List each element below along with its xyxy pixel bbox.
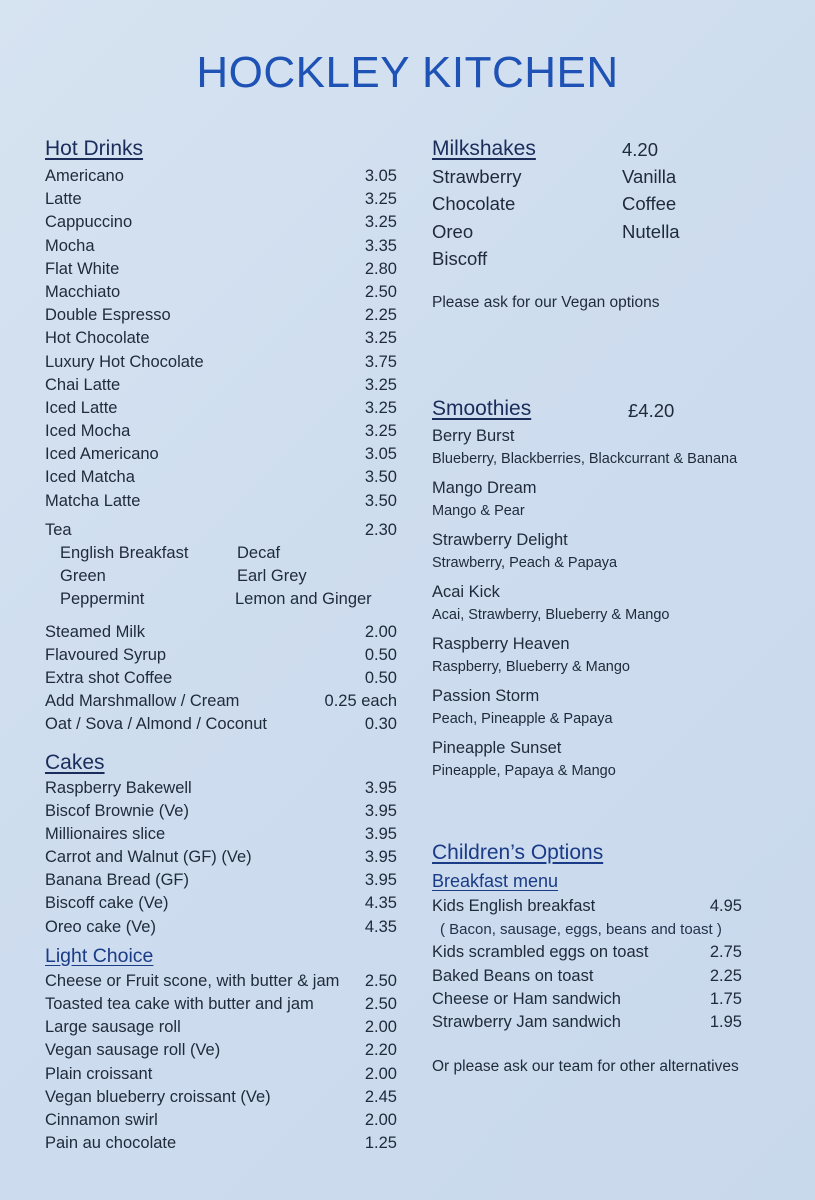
kids-item	[432, 895, 742, 918]
hot-drink-item	[45, 420, 397, 443]
smoothie-item	[432, 529, 752, 574]
smoothie-ingredients: Strawberry, Peach & Papaya	[432, 555, 618, 571]
milkshake-flavour: Vanilla	[622, 166, 677, 187]
hot-drink-item	[45, 188, 397, 211]
hot-drink-item-price: 3.50	[364, 468, 397, 487]
hot-drink-item-price: 3.25	[364, 422, 397, 441]
kids-item-name: Kids English breakfast	[432, 897, 596, 915]
smoothie-ingredients: Mango & Pear	[432, 503, 525, 519]
smoothie-list	[432, 425, 752, 782]
kids-item-price: 4.95	[709, 897, 742, 915]
hot-drink-item-name: Flat White	[45, 259, 120, 278]
kids-item-name: ( Bacon, sausage, eggs, beans and toast )	[440, 921, 722, 939]
hot-drink-item	[45, 327, 397, 350]
light-choice-item-price: 2.45	[364, 1087, 397, 1106]
cake-item-price: 3.95	[364, 801, 397, 820]
hot-drink-item-price: 3.25	[364, 398, 397, 417]
smoothie-name: Acai Kick	[432, 583, 500, 601]
hot-drink-item-name: Double Espresso	[45, 306, 171, 325]
light-choice-item-price: 2.50	[364, 971, 397, 990]
kids-item-price: 2.75	[709, 943, 742, 962]
tea-price: 2.30	[364, 520, 397, 539]
tea-row	[45, 519, 397, 542]
cake-item-price: 3.95	[364, 871, 397, 890]
cake-item	[45, 823, 397, 846]
cake-item	[45, 892, 397, 915]
extra-item	[45, 713, 397, 736]
milkshake-flavour: Chocolate	[432, 193, 516, 215]
hot-drink-item-name: Iced Mocha	[45, 422, 131, 441]
hot-drink-item-name: Chai Latte	[45, 375, 121, 394]
hot-drink-item	[45, 351, 397, 374]
cake-item-price: 4.35	[364, 894, 397, 913]
smoothie-item	[432, 685, 752, 730]
light-choice-item-name: Vegan blueberry croissant (Ve)	[45, 1087, 271, 1106]
light-choice-heading: Light Choice	[45, 944, 154, 967]
light-choice-item-price: 2.00	[364, 1018, 397, 1037]
kids-item-price: 1.75	[709, 989, 742, 1008]
extra-item	[45, 621, 397, 644]
cakes-list	[45, 777, 397, 939]
hot-drink-item-name: Cappuccino	[45, 213, 133, 232]
hot-drink-item-price: 2.50	[364, 282, 397, 301]
menu-title: HOCKLEY KITCHEN	[196, 48, 619, 97]
light-choice-item	[45, 1109, 397, 1132]
light-choice-item-name: Plain croissant	[45, 1064, 153, 1083]
kids-item-price: 1.95	[709, 1012, 742, 1031]
hot-drink-item-name: Latte	[45, 190, 82, 209]
smoothie-item	[432, 633, 752, 678]
tea-label: Tea	[45, 520, 72, 539]
kids-item-name: Strawberry Jam sandwich	[432, 1012, 621, 1031]
hot-drink-item	[45, 397, 397, 420]
hot-drink-item-price: 2.80	[364, 259, 397, 278]
tea-varieties	[45, 542, 397, 612]
tea-variety: Green	[60, 567, 106, 586]
kids-item-name: Kids scrambled eggs on toast	[432, 943, 649, 962]
smoothies-price: £4.20	[628, 400, 675, 421]
milkshake-flavour: Oreo	[432, 220, 474, 242]
hot-drinks-heading: Hot Drinks	[45, 137, 144, 160]
smoothie-ingredients: Blueberry, Blackberries, Blackcurrant & Banana	[432, 451, 738, 467]
hot-drink-item-price: 3.50	[364, 491, 397, 510]
breakfast-menu-heading: Breakfast menu	[432, 871, 559, 891]
light-choice-item	[45, 1063, 397, 1086]
kids-item-price: 2.25	[709, 966, 742, 985]
cake-item-name: Millionaires slice	[45, 824, 166, 843]
light-choice-item-price: 1.25	[364, 1134, 397, 1153]
hot-drink-item	[45, 258, 397, 281]
left-column	[45, 137, 397, 1155]
hot-drink-item-price: 3.75	[364, 352, 397, 371]
light-choice-item-name: Cheese or Fruit scone, with butter & jam	[45, 971, 340, 990]
extra-item	[45, 644, 397, 667]
hot-drink-item-name: Mocha	[45, 236, 95, 255]
extra-item-price: 0.25 each	[324, 692, 397, 711]
kids-item	[432, 1011, 742, 1034]
hot-drink-item-name: Hot Chocolate	[45, 329, 150, 348]
cake-item	[45, 916, 397, 939]
light-choice-list	[45, 970, 397, 1156]
cake-item	[45, 846, 397, 869]
light-choice-item-price: 2.50	[364, 995, 397, 1013]
hot-drink-item-price: 3.35	[364, 236, 397, 255]
hot-drink-item-price: 3.05	[364, 445, 397, 464]
hot-drink-item	[45, 443, 397, 466]
light-choice-item-name: Pain au chocolate	[45, 1134, 177, 1153]
tea-variety: Lemon and Ginger	[235, 590, 372, 609]
extra-item-name: Add Marshmallow / Cream	[45, 692, 240, 711]
smoothie-ingredients: Peach, Pineapple & Papaya	[432, 711, 613, 727]
light-choice-item-name: Vegan sausage roll (Ve)	[45, 1041, 221, 1060]
light-choice-item-price: 2.20	[364, 1041, 397, 1060]
smoothie-item	[432, 425, 752, 470]
cake-item-name: Raspberry Bakewell	[45, 778, 192, 797]
hot-drink-item-name: Macchiato	[45, 282, 121, 301]
hot-drink-item-price: 3.25	[364, 329, 397, 348]
milkshakes-section	[432, 137, 752, 312]
childrens-section	[432, 841, 742, 1076]
kids-item-name: Baked Beans on toast	[432, 966, 594, 985]
light-choice-item	[45, 1039, 397, 1062]
hot-drink-item	[45, 490, 397, 513]
light-choice-item	[45, 993, 397, 1016]
smoothie-item	[432, 737, 752, 782]
vegan-note: Please ask for our Vegan options	[432, 294, 660, 312]
cake-item	[45, 869, 397, 892]
hot-drink-item	[45, 281, 397, 304]
smoothies-section	[432, 397, 752, 789]
cake-item-price: 4.35	[364, 917, 397, 936]
cakes-heading: Cakes	[45, 750, 105, 774]
cake-item-price: 3.95	[364, 848, 397, 867]
hot-drink-item-price: 3.25	[364, 375, 397, 394]
light-choice-item-name: Toasted tea cake with butter and jam	[45, 995, 314, 1013]
milkshake-flavour: Nutella	[622, 220, 680, 242]
light-choice-item-name: Large sausage roll	[45, 1018, 181, 1037]
smoothies-heading: Smoothies	[432, 397, 532, 420]
extra-item-name: Extra shot Coffee	[45, 668, 173, 687]
tea-variety: Earl Grey	[237, 567, 307, 586]
cake-item-name: Carrot and Walnut (GF) (Ve)	[45, 848, 252, 867]
extra-item-name: Steamed Milk	[45, 622, 145, 641]
extra-item-name: Flavoured Syrup	[45, 645, 167, 664]
milkshake-flavour: Strawberry	[432, 166, 522, 187]
milkshakes-heading: Milkshakes	[432, 137, 536, 160]
extra-item-price: 0.50	[364, 668, 397, 687]
kids-item-name: Cheese or Ham sandwich	[432, 989, 621, 1008]
light-choice-item	[45, 970, 397, 993]
tea-variety: Decaf	[237, 544, 281, 562]
smoothie-ingredients: Pineapple, Papaya & Mango	[432, 763, 616, 779]
light-choice-item	[45, 1132, 397, 1155]
kids-item	[432, 965, 742, 988]
milkshakes-price: 4.20	[622, 139, 659, 160]
cake-item-price: 3.95	[364, 778, 397, 797]
light-choice-item	[45, 1086, 397, 1109]
hot-drink-item-name: Matcha Latte	[45, 491, 141, 510]
hot-drink-item	[45, 235, 397, 258]
light-choice-item-price: 2.00	[364, 1110, 397, 1129]
smoothie-item	[432, 477, 752, 522]
kids-item	[432, 918, 742, 941]
kids-list	[432, 895, 742, 1034]
hot-drinks-list	[45, 165, 397, 513]
smoothie-name: Passion Storm	[432, 687, 540, 705]
extras-list	[45, 621, 397, 737]
cake-item	[45, 800, 397, 823]
light-choice-item-name: Cinnamon swirl	[45, 1110, 158, 1129]
cake-item-name: Biscoff cake (Ve)	[45, 894, 169, 913]
milkshake-flavour: Coffee	[622, 193, 677, 215]
light-choice-item	[45, 1016, 397, 1039]
hot-drink-item-name: Americano	[45, 167, 124, 185]
cake-item-name: Banana Bread (GF)	[45, 871, 189, 890]
smoothie-ingredients: Acai, Strawberry, Blueberry & Mango	[432, 607, 670, 623]
tea-variety: Peppermint	[60, 590, 145, 609]
hot-drink-item-name: Luxury Hot Chocolate	[45, 352, 204, 371]
extra-item	[45, 690, 397, 713]
smoothie-ingredients: Raspberry, Blueberry & Mango	[432, 659, 630, 675]
hot-drink-item-name: Iced Matcha	[45, 468, 135, 487]
extra-item-price: 2.00	[364, 622, 397, 641]
smoothie-item	[432, 581, 752, 626]
hot-drink-item-price: 3.05	[364, 167, 397, 185]
smoothie-name: Mango Dream	[432, 479, 537, 497]
cake-item-name: Oreo cake (Ve)	[45, 917, 156, 936]
hot-drink-item-price: 2.25	[364, 306, 397, 325]
hot-drink-item	[45, 304, 397, 327]
smoothie-name: Raspberry Heaven	[432, 635, 570, 653]
kids-item	[432, 988, 742, 1011]
alternatives-note: Or please ask our team for other alternatives	[432, 1058, 739, 1076]
smoothie-name: Strawberry Delight	[432, 531, 568, 549]
hot-drink-item-name: Iced Americano	[45, 445, 159, 464]
extra-item-price: 0.30	[364, 715, 397, 734]
hot-drink-item-price: 3.25	[364, 190, 397, 209]
extra-item-name: Oat / Sova / Almond / Coconut	[45, 715, 267, 734]
childrens-heading: Children’s Options	[432, 841, 604, 864]
hot-drink-item-price: 3.25	[364, 213, 397, 232]
cake-item-price: 3.95	[364, 824, 397, 843]
hot-drink-item-name: Iced Latte	[45, 398, 118, 417]
smoothie-name: Pineapple Sunset	[432, 739, 562, 757]
milkshake-flavour: Biscoff	[432, 247, 488, 269]
hot-drink-item	[45, 211, 397, 234]
extra-item	[45, 667, 397, 690]
cake-item	[45, 777, 397, 800]
smoothie-name: Berry Burst	[432, 427, 515, 445]
light-choice-item-price: 2.00	[364, 1064, 397, 1083]
tea-variety: English Breakfast	[60, 544, 189, 562]
cake-item-name: Biscof Brownie (Ve)	[45, 801, 189, 820]
extra-item-price: 0.50	[364, 645, 397, 664]
hot-drink-item	[45, 374, 397, 397]
hot-drink-item	[45, 165, 397, 188]
kids-item	[432, 941, 742, 964]
hot-drink-item	[45, 466, 397, 489]
